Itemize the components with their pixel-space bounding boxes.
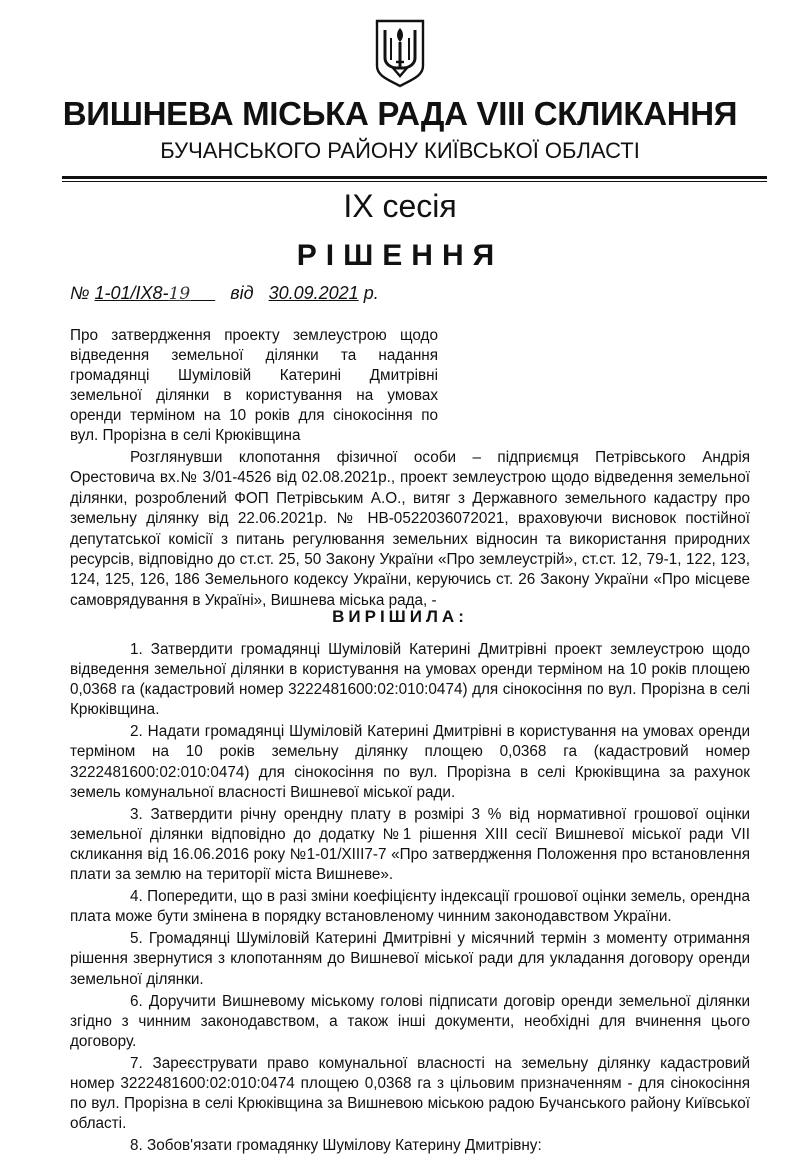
session-label: IX сесія <box>343 188 457 224</box>
decision-item: 3. Затвердити річну орендну плату в розмірі 3 % від нормативної грошової оцінки земельної ділянки відповідно до додатку №1 рішення XIII сесії Вишневої міської ради VII скликання від 16.06.2016 року №1-01/XIII7-7 «Про затвердження Положення про встановлення плати за землю на території міста Вишневе». <box>70 805 750 884</box>
decision-heading: РІШЕННЯ <box>296 239 504 272</box>
document-number: 1-01/IX8- <box>94 283 169 303</box>
header-divider-thick <box>62 176 767 179</box>
council-title: ВИШНЕВА МІСЬКА РАДА VIII СКЛИКАННЯ <box>62 95 738 132</box>
document-number-line <box>70 281 379 306</box>
document-date: 30.09.2021 <box>268 283 359 303</box>
district-subtitle: БУЧАНСЬКОГО РАЙОНУ КИЇВСЬКОЇ ОБЛАСТІ <box>160 138 640 163</box>
date-suffix: р. <box>363 283 379 303</box>
decision-item: 1. Затвердити громадянці Шуміловій Катерині Дмитрівні проект землеустрою щодо відведення земельної ділянки в користування на умовах оренди терміном на 10 років площею 0,0368 га (кадастровий номер 3222481600:02:010:0474) для сінокосіння по вул. Прорізна в селі Крюківщина. <box>70 641 750 719</box>
trident-emblem-icon <box>373 18 427 88</box>
decision-item: 4. Попередити, що в разі зміни коефіцієнту індексації грошової оцінки земель, орендна плата може бути змінена в порядку встановленому чинним законодавством України. <box>70 888 750 926</box>
decision-items <box>70 640 750 1158</box>
number-sign: № <box>70 283 90 303</box>
preamble-paragraph: Розглянувши клопотання фізичної особи – підприємця Петрівського Андрія Орестовича вх.№ 3/01-4526 від 02.08.2021р., проект землеустрою щодо відведення земельної ділянки, розроблений ФОП Петрівським А.О., витяг з Державного земельного кадастру про земельну ділянку від 22.06.2021р. № НВ-0522036072021, враховуючи висновок постійної депутатської комісії з питань регулювання земельних відносин та використання природних ресурсів, відповідно до ст.ст. 25, 50 Закону України «Про землеустрій», ст.ст. 12, 79-1, 122, 123, 124, 125, 126, 186 Земельного кодексу України, керуючись ст. 26 Закону України «Про місцеве самоврядування в Україні», Вишнева міська рада, - <box>70 449 750 609</box>
decision-item: 6. Доручити Вишневому міському голові підписати договір оренди земельної ділянки згідно з чинним законодавством, а також інші документи, необхідні для вчинення цього договору. <box>70 992 750 1050</box>
decision-item: 8. Зобов'язати громадянку Шумілову Катерину Дмитрівну: <box>130 1137 542 1155</box>
header-divider-thin <box>62 181 767 182</box>
handwritten-number: 19 <box>168 284 191 304</box>
date-label: від <box>230 283 254 303</box>
decision-subject: Про затвердження проекту землеустрою щодо відведення земельної ділянки та надання громадянці Шуміловій Катерині Дмитрівні земельної ділянки в користування на умовах оренди терміном на 10 років для сінокосіння по вул. Прорізна в селі Крюківщина <box>70 327 438 444</box>
decision-item: 2. Надати громадянці Шуміловій Катерині Дмитрівні в користування на умовах оренди терміном на 10 років земельну ділянку площею 0,0368 га (кадастровий номер 3222481600:02:010:0474) для сінокосіння по вул. Прорізна в селі Крюківщина за рахунок земель комунальної власності Вишневої міської ради. <box>70 723 750 801</box>
decision-item: 7. Зареєструвати право комунальної власності на земельну ділянку кадастровий номер 3222481600:02:010:0474 площею 0,0368 га з цільовим призначенням - для сінокосіння по вул. Прорізна в селі Крюківщина за Вишневою міською радою Бучанського району Київської області. <box>70 1054 750 1133</box>
resolved-heading: ВИРІШИЛА: <box>332 607 468 626</box>
decision-item: 5. Громадянці Шуміловій Катерині Дмитрівні у місячний термін з моменту отримання рішення звернутися з клопотанням до Вишневої міської ради для укладання договору оренди земельної ділянки. <box>70 930 750 988</box>
